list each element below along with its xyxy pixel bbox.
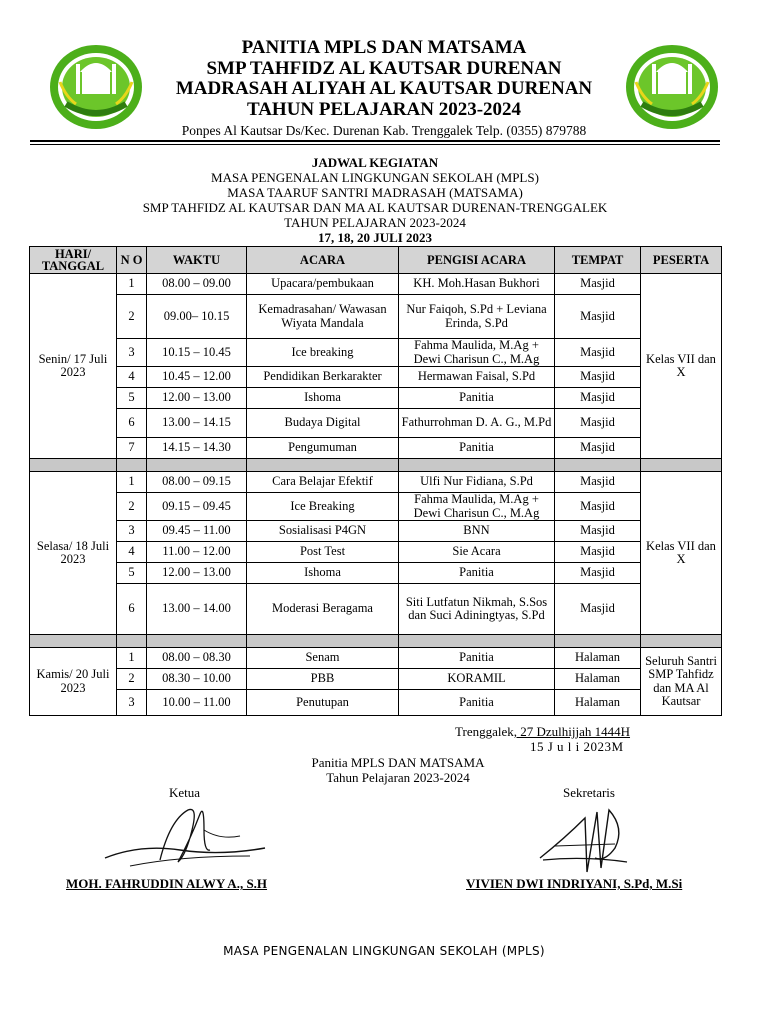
- cell-no: 2: [117, 669, 147, 690]
- school-logo-left-icon: [46, 42, 146, 132]
- cell-no: 3: [117, 339, 147, 367]
- role-sekretaris: Sekretaris: [563, 785, 615, 800]
- cell-acara: Post Test: [247, 542, 399, 563]
- cell-no: 5: [117, 388, 147, 409]
- schedule-table: [29, 246, 722, 716]
- header-peserta: PESERTA: [641, 247, 722, 274]
- document-dates: 17, 18, 20 JULI 2023: [317, 230, 433, 245]
- day-cell: Senin/ 17 Juli 2023: [30, 274, 117, 459]
- letterhead-line-3: MADRASAH ALIYAH AL KAUTSAR DURENAN: [175, 78, 593, 99]
- header-tempat: TEMPAT: [555, 247, 641, 274]
- cell-tempat: Masjid: [555, 493, 641, 521]
- cell-waktu: 13.00 – 14.15: [147, 409, 247, 438]
- cell-waktu: 10.45 – 12.00: [147, 367, 247, 388]
- cell-tempat: Masjid: [555, 339, 641, 367]
- peserta-cell: Seluruh Santri SMP Tahfidz dan MA Al Kautsar: [641, 648, 722, 716]
- committee-line-2: Tahun Pelajaran 2023-2024: [326, 770, 470, 785]
- cell-waktu: 09.45 – 11.00: [147, 521, 247, 542]
- cell-waktu: 12.00 – 13.00: [147, 388, 247, 409]
- cell-tempat: Halaman: [555, 690, 641, 716]
- letterhead-line-2: SMP TAHFIDZ AL KAUTSAR DURENAN: [206, 57, 562, 79]
- cell-no: 7: [117, 438, 147, 459]
- table-header-row: [30, 247, 722, 274]
- cell-acara: Pendidikan Berkarakter: [247, 367, 399, 388]
- cell-pengisi: KH. Moh.Hasan Bukhori: [399, 274, 555, 295]
- cell-acara: Upacara/pembukaan: [247, 274, 399, 295]
- cell-pengisi: Panitia: [399, 438, 555, 459]
- cell-acara: PBB: [247, 669, 399, 690]
- letterhead-line-1: PANITIA MPLS DAN MATSAMA: [241, 37, 527, 58]
- cell-pengisi: Fathurrohman D. A. G., M.Pd: [399, 409, 555, 438]
- cell-tempat: Masjid: [555, 295, 641, 339]
- table-row: [30, 274, 722, 295]
- table-row: [30, 521, 722, 542]
- role-ketua: Ketua: [169, 785, 201, 800]
- cell-acara: Ishoma: [247, 563, 399, 584]
- table-row: [30, 648, 722, 669]
- signature-sekretaris-icon: [535, 798, 635, 878]
- cell-tempat: Masjid: [555, 388, 641, 409]
- table-row: [30, 367, 722, 388]
- peserta-cell: Kelas VII dan X: [641, 472, 722, 635]
- cell-acara: Pengumuman: [247, 438, 399, 459]
- signer-sekretaris-name: VIVIEN DWI INDRIYANI, S.Pd, M.Si: [466, 876, 683, 891]
- cell-no: 5: [117, 563, 147, 584]
- cell-no: 3: [117, 690, 147, 716]
- separator-row: [30, 635, 722, 648]
- school-logo-right-icon: [622, 42, 722, 132]
- cell-acara: Budaya Digital: [247, 409, 399, 438]
- cell-no: 2: [117, 295, 147, 339]
- cell-acara: Kemadrasahan/ Wawasan Wiyata Mandala: [247, 295, 399, 339]
- document-heading: [30, 155, 720, 245]
- cell-acara: Penutupan: [247, 690, 399, 716]
- day-cell: Selasa/ 18 Juli 2023: [30, 472, 117, 635]
- letterhead-rule-thin: [30, 144, 720, 145]
- header-pengisi: PENGISI ACARA: [399, 247, 555, 274]
- document-subtitle-1: MASA PENGENALAN LINGKUNGAN SEKOLAH (MPLS): [211, 170, 539, 185]
- cell-waktu: 13.00 – 14.00: [147, 584, 247, 635]
- cell-tempat: Masjid: [555, 521, 641, 542]
- cell-pengisi: Nur Faiqoh, S.Pd + Leviana Erinda, S.Pd: [399, 295, 555, 339]
- cell-tempat: Halaman: [555, 669, 641, 690]
- cell-no: 6: [117, 584, 147, 635]
- cell-waktu: 08.00 – 09.15: [147, 472, 247, 493]
- cell-pengisi: Hermawan Faisal, S.Pd: [399, 367, 555, 388]
- letterhead: [140, 38, 628, 140]
- cell-pengisi: BNN: [399, 521, 555, 542]
- cell-no: 3: [117, 521, 147, 542]
- cell-waktu: 10.00 – 11.00: [147, 690, 247, 716]
- document-title: JADWAL KEGIATAN: [311, 155, 439, 170]
- cell-tempat: Masjid: [555, 409, 641, 438]
- header-acara: ACARA: [247, 247, 399, 274]
- cell-pengisi: Siti Lutfatun Nikmah, S.Sos dan Suci Adiningtyas, S.Pd: [399, 584, 555, 635]
- cell-tempat: Masjid: [555, 367, 641, 388]
- cell-acara: Sosialisasi P4GN: [247, 521, 399, 542]
- document-subtitle-3: SMP TAHFIDZ AL KAUTSAR DAN MA AL KAUTSAR DURENAN-TRENGGALEK: [142, 200, 608, 215]
- table-row: [30, 295, 722, 339]
- header-hari: HARI/ TANGGAL: [30, 247, 117, 274]
- cell-tempat: Masjid: [555, 542, 641, 563]
- cell-no: 4: [117, 542, 147, 563]
- page-footer: MASA PENGENALAN LINGKUNGAN SEKOLAH (MPLS): [223, 944, 545, 958]
- cell-waktu: 09.15 – 09.45: [147, 493, 247, 521]
- cell-tempat: Masjid: [555, 472, 641, 493]
- cell-pengisi: Ulfi Nur Fidiana, S.Pd: [399, 472, 555, 493]
- cell-no: 6: [117, 409, 147, 438]
- document-subtitle-4: TAHUN PELAJARAN 2023-2024: [284, 215, 466, 230]
- cell-acara: Moderasi Beragama: [247, 584, 399, 635]
- cell-acara: Senam: [247, 648, 399, 669]
- cell-tempat: Masjid: [555, 438, 641, 459]
- table-row: [30, 584, 722, 635]
- cell-waktu: 09.00– 10.15: [147, 295, 247, 339]
- committee-line-1: Panitia MPLS DAN MATSAMA: [311, 755, 485, 770]
- letterhead-rule: [30, 140, 720, 142]
- cell-pengisi: Panitia: [399, 648, 555, 669]
- cell-acara: Ice breaking: [247, 339, 399, 367]
- letterhead-address: Ponpes Al Kautsar Ds/Kec. Durenan Kab. Trenggalek Telp. (0355) 879788: [181, 123, 587, 138]
- cell-pengisi: Fahma Maulida, M.Ag + Dewi Charisun C., M.Ag: [399, 493, 555, 521]
- cell-no: 1: [117, 274, 147, 295]
- signing-place: Trenggalek: [455, 724, 514, 739]
- cell-pengisi: Sie Acara: [399, 542, 555, 563]
- cell-waktu: 12.00 – 13.00: [147, 563, 247, 584]
- table-row: [30, 690, 722, 716]
- committee-name: [220, 755, 576, 785]
- cell-pengisi: KORAMIL: [399, 669, 555, 690]
- header-waktu: WAKTU: [147, 247, 247, 274]
- cell-waktu: 08.00 – 08.30: [147, 648, 247, 669]
- signing-place-date: [455, 724, 630, 739]
- cell-pengisi: Panitia: [399, 388, 555, 409]
- table-row: [30, 563, 722, 584]
- peserta-cell: Kelas VII dan X: [641, 274, 722, 459]
- gregorian-date: 15 J u l i 2023M: [530, 739, 624, 754]
- document-subtitle-2: MASA TAARUF SANTRI MADRASAH (MATSAMA): [227, 185, 523, 200]
- separator-row: [30, 459, 722, 472]
- cell-no: 4: [117, 367, 147, 388]
- cell-waktu: 08.30 – 10.00: [147, 669, 247, 690]
- signature-ketua-icon: [100, 800, 270, 875]
- table-row: [30, 472, 722, 493]
- cell-pengisi: Panitia: [399, 563, 555, 584]
- cell-waktu: 11.00 – 12.00: [147, 542, 247, 563]
- cell-waktu: 08.00 – 09.00: [147, 274, 247, 295]
- letterhead-line-4: TAHUN PELAJARAN 2023-2024: [246, 98, 522, 120]
- table-row: [30, 669, 722, 690]
- cell-waktu: 10.15 – 10.45: [147, 339, 247, 367]
- cell-tempat: Masjid: [555, 584, 641, 635]
- header-no: N O: [117, 247, 147, 274]
- hijri-date: , 27 Dzulhijjah 1444H: [513, 724, 631, 739]
- cell-acara: Ishoma: [247, 388, 399, 409]
- day-cell: Kamis/ 20 Juli 2023: [30, 648, 117, 716]
- table-row: [30, 339, 722, 367]
- table-row: [30, 409, 722, 438]
- signer-ketua-name: MOH. FAHRUDDIN ALWY A., S.H: [66, 876, 268, 891]
- cell-waktu: 14.15 – 14.30: [147, 438, 247, 459]
- cell-pengisi: Panitia: [399, 690, 555, 716]
- cell-acara: Ice Breaking: [247, 493, 399, 521]
- cell-tempat: Halaman: [555, 648, 641, 669]
- table-row: [30, 388, 722, 409]
- cell-no: 1: [117, 648, 147, 669]
- cell-acara: Cara Belajar Efektif: [247, 472, 399, 493]
- cell-no: 1: [117, 472, 147, 493]
- cell-tempat: Masjid: [555, 274, 641, 295]
- cell-no: 2: [117, 493, 147, 521]
- table-row: [30, 493, 722, 521]
- cell-pengisi: Fahma Maulida, M.Ag + Dewi Charisun C., M.Ag: [399, 339, 555, 367]
- table-row: [30, 542, 722, 563]
- table-row: [30, 438, 722, 459]
- cell-tempat: Masjid: [555, 563, 641, 584]
